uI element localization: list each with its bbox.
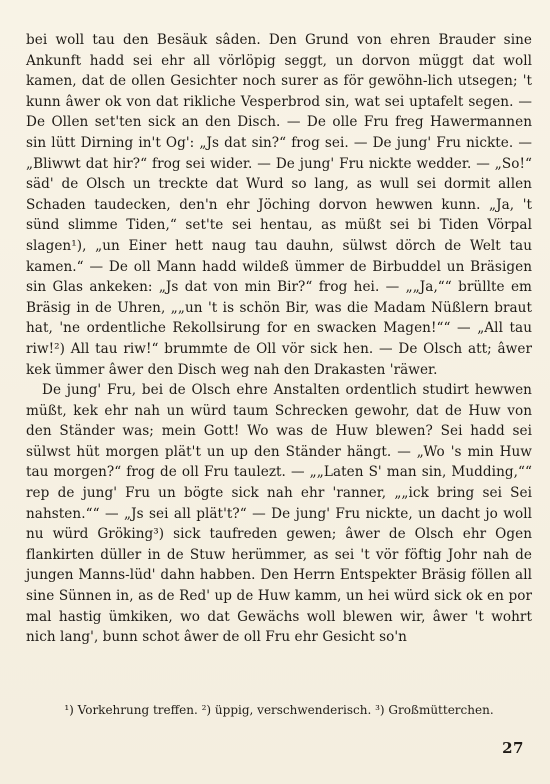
page-number: 27 [502, 739, 524, 757]
paragraph-1: bei woll tau den Besäuk sâden. Den Grund von ehren Brauder sine Ankunft hadd sei ehr all vörlöpig seggt, un dorvon müggt dat woll kamen, dat de ollen Gesichter noch surer as för gewöhn-lich utsegen; 't kunn âwer ok von dat rikliche Vesperbrod sin, wat sei uptafelt segen. — De Ollen set'ten sick an den Disch. — De olle Fru freg Hawermannen sin lütt Dirning in't Og': „Js dat sin?“ frog sei. — De jung' Fru nickte. — „Bliwwt dat hir?“ frog sei wider. — De jung' Fru nickte wedder. — „So!“ säd' de Olsch un treckte dat Wurd so lang, as wull sei dormit allen Schaden taudecken, den'n ehr Jöching dorvon hewwen kunn. „Ja, 't sünd slimme Tiden,“ set'te sei hentau, as müßt sei bi Tiden Vörpal slagen¹), „un Einer hett naug tau dauhn, sülwst dörch de Welt tau kamen.“ — De oll Mann hadd wildeß ümmer de Birbuddel un Bräsigen sin Glas ankeken: „Js dat von min Bir?“ frog hei. — „„Ja,““ brüllte em Bräsig in de Uhren, „„un 't is schön Bir, was die Madam Nüßlern braut hat, 'ne ordentliche Rekollsirung for en swacken Magen!““ — „All tau riw!²) All tau riw!“ brummte de Oll vör sick hen. — De Olsch att; âwer kek ümmer âwer den Disch weg nah den Drakasten 'räwer. [26, 32, 532, 378]
body-text [26, 30, 532, 648]
paragraph-2: De jung' Fru, bei de Olsch ehre Anstalten ordentlich studirt hewwen müßt, kek ehr nah un würd taum Schrecken gewohr, dat de Huw von den Ständer was; mein Gott! Wo was de Huw blewen? Sei hadd sei sülwst hüt morgen plät't un up den Ständer hängt. — „Wo 's min Huw tau morgen?“ frog de oll Fru taulezt. — „„Laten S' man sin, Mudding,““ rep de jung' Fru un bögte sick nah ehr 'ranner, „„ick bring sei Sei nahsten.““ — „Js sei all plät't?“ — De jung' Fru nickte, un dacht jo woll nu würd Gröking³) sick taufreden gewen; âwer de Olsch ehr Ogen flankirten düller in de Stuw herümmer, as sei 't vör föftig Johr nah de jungen Manns-lüd' dahn habben. Den Herrn Entspekter Bräsig föllen all sine Sünnen in, as de Red' up de Huw kamm, un hei würd sick ok en por mal hastig ümkiken, wo dat Gewächs woll blewen wir, âwer 't wohrt nich lang', bunn schot âwer de oll Fru ehr Gesicht so'n [26, 382, 532, 646]
footnotes: ¹) Vorkehrung treffen. ²) üppig, verschwenderisch. ³) Großmütterchen. [64, 703, 494, 717]
